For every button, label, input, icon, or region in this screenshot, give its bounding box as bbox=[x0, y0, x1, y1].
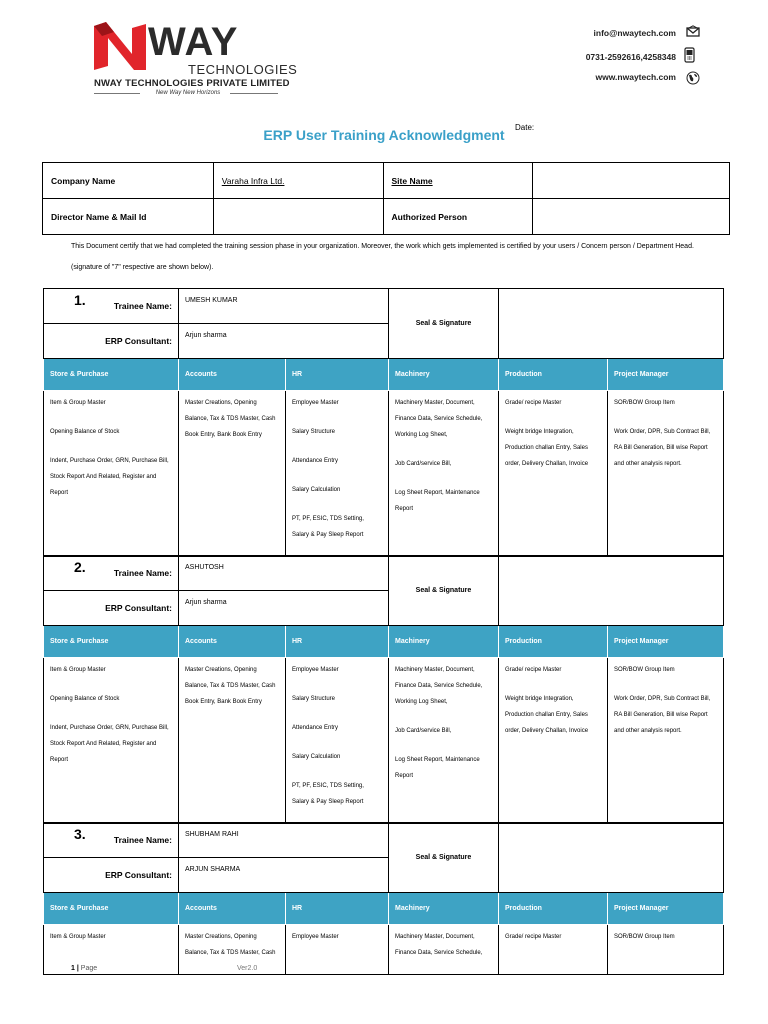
column-header-accounts: Accounts bbox=[179, 893, 286, 925]
seal-signature-label: Seal & Signature bbox=[389, 289, 499, 359]
date-label: Date: bbox=[515, 123, 535, 132]
modules-cell-pm bbox=[608, 391, 724, 557]
module-item: Indent, Purchase Order, GRN, Purchase Bill, Stock Report And Related, Register and Report bbox=[50, 725, 169, 763]
module-item: Grade/ recipe Master bbox=[505, 400, 562, 406]
company-name-label: Company Name bbox=[43, 163, 214, 199]
module-item: Attendance Entry bbox=[292, 458, 339, 464]
column-header-pm: Project Manager bbox=[608, 626, 724, 658]
company-info-table bbox=[42, 162, 730, 235]
column-header-hr: HR bbox=[286, 893, 389, 925]
column-header-store: Store & Purchase bbox=[44, 626, 179, 658]
module-item: Employee Master bbox=[292, 667, 339, 673]
column-header-hr: HR bbox=[286, 626, 389, 658]
logo-subtitle: TECHNOLOGIES bbox=[188, 62, 298, 77]
seal-signature-label: Seal & Signature bbox=[389, 556, 499, 626]
seal-signature-area bbox=[499, 556, 724, 626]
module-item: Work Order, DPR, Sub Contract Bill, RA Bill Generation, Bill wise Report and other analysis report. bbox=[614, 696, 711, 734]
seal-signature-label: Seal & Signature bbox=[389, 823, 499, 893]
module-item: Master Creations, Opening Balance, Tax & TDS Master, Cash bbox=[185, 934, 276, 956]
trainee-name-label: 2. Trainee Name: bbox=[44, 556, 179, 591]
module-item: Employee Master bbox=[292, 934, 339, 940]
seal-signature-area bbox=[499, 289, 724, 359]
modules-cell-machinery bbox=[389, 925, 499, 975]
module-item: Salary Calculation bbox=[292, 487, 341, 493]
modules-cell-machinery bbox=[389, 658, 499, 824]
company-legal-name: NWAY TECHNOLOGIES PRIVATE LIMITED bbox=[94, 78, 290, 89]
modules-cell-production bbox=[499, 658, 608, 824]
modules-cell-pm bbox=[608, 658, 724, 824]
trainee-name-value: ASHUTOSH bbox=[179, 556, 389, 591]
page-footer: 1 | Page bbox=[71, 965, 98, 972]
column-header-hr: HR bbox=[286, 359, 389, 391]
company-name-value: Varaha Infra Ltd. bbox=[221, 175, 285, 186]
modules-cell-hr bbox=[286, 925, 389, 975]
modules-cell-accounts bbox=[179, 925, 286, 975]
mail-icon bbox=[686, 25, 700, 39]
erp-consultant-value: ARJUN SHARMA bbox=[179, 858, 389, 893]
module-item: Log Sheet Report, Maintenance Report bbox=[395, 490, 480, 512]
module-item: Salary Calculation bbox=[292, 754, 341, 760]
module-item: Salary Structure bbox=[292, 429, 336, 435]
column-header-accounts: Accounts bbox=[179, 359, 286, 391]
module-item: Indent, Purchase Order, GRN, Purchase Bill, Stock Report And Related, Register and Report bbox=[50, 458, 169, 496]
column-header-machinery: Machinery bbox=[389, 893, 499, 925]
erp-consultant-label: ERP Consultant: bbox=[44, 591, 179, 626]
modules-cell-hr bbox=[286, 658, 389, 824]
trainee-number: 3. bbox=[74, 826, 86, 842]
module-item: Work Order, DPR, Sub Contract Bill, RA Bill Generation, Bill wise Report and other analysis report. bbox=[614, 429, 711, 467]
trainee-name-label: 1. Trainee Name: bbox=[44, 289, 179, 324]
tagline-rule-right bbox=[230, 93, 278, 94]
module-item: SOR/BOW Group Item bbox=[614, 934, 675, 940]
certification-text: This Document certify that we had completed the training session phase in your organization. Moreover, the work which gets implemented is certified by your users / Concern person / Department Head. bbox=[71, 243, 694, 250]
modules-cell-pm bbox=[608, 925, 724, 975]
column-header-production: Production bbox=[499, 626, 608, 658]
module-item: Master Creations, Opening Balance, Tax & TDS Master, Cash Book Entry, Bank Book Entry bbox=[185, 667, 276, 705]
trainee-block bbox=[43, 555, 723, 824]
erp-consultant-label: ERP Consultant: bbox=[44, 858, 179, 893]
module-item: Grade/ recipe Master bbox=[505, 934, 562, 940]
contact-phone: 0731-2592616,4258348 bbox=[585, 52, 676, 62]
column-header-store: Store & Purchase bbox=[44, 359, 179, 391]
seal-signature-area bbox=[499, 823, 724, 893]
authorized-person-label: Authorized Person bbox=[383, 199, 533, 235]
phone-icon bbox=[684, 47, 698, 61]
authorized-person-value bbox=[533, 199, 730, 235]
column-header-pm: Project Manager bbox=[608, 359, 724, 391]
director-label: Director Name & Mail Id bbox=[43, 199, 214, 235]
erp-consultant-value: Arjun sharma bbox=[179, 591, 389, 626]
trainee-block bbox=[43, 288, 723, 557]
modules-cell-production bbox=[499, 925, 608, 975]
module-item: Opening Balance of Stock bbox=[50, 429, 120, 435]
modules-cell-production bbox=[499, 391, 608, 557]
module-item: Item & Group Master bbox=[50, 934, 106, 940]
modules-cell-store bbox=[44, 925, 179, 975]
module-item: PT, PF, ESIC, TDS Setting, Salary & Pay Sleep Report bbox=[292, 516, 364, 538]
module-item: PT, PF, ESIC, TDS Setting, Salary & Pay Sleep Report bbox=[292, 783, 364, 805]
logo-word: WAY bbox=[148, 20, 239, 64]
column-header-machinery: Machinery bbox=[389, 359, 499, 391]
erp-consultant-label: ERP Consultant: bbox=[44, 324, 179, 359]
modules-cell-hr bbox=[286, 391, 389, 557]
modules-cell-store bbox=[44, 658, 179, 824]
modules-cell-machinery bbox=[389, 391, 499, 557]
column-header-production: Production bbox=[499, 893, 608, 925]
contact-email: info@nwaytech.com bbox=[593, 28, 676, 38]
module-item: Item & Group Master bbox=[50, 400, 106, 406]
module-item: Weight bridge Integration, Production challan Entry, Sales order, Delivery Challan, Invoice bbox=[505, 429, 589, 467]
globe-icon bbox=[686, 71, 700, 85]
document-title: ERP User Training Acknowledgment bbox=[263, 127, 505, 143]
module-item: Log Sheet Report, Maintenance Report bbox=[395, 757, 480, 779]
certification-note: (signature of "7" respective are shown below). bbox=[71, 264, 214, 271]
module-item: Opening Balance of Stock bbox=[50, 696, 120, 702]
module-item: SOR/BOW Group Item bbox=[614, 400, 675, 406]
module-item: Item & Group Master bbox=[50, 667, 106, 673]
module-item: Machinery Master, Document, Finance Data, Service Schedule, bbox=[395, 934, 483, 956]
modules-cell-accounts bbox=[179, 658, 286, 824]
trainee-block bbox=[43, 822, 723, 975]
module-item: Grade/ recipe Master bbox=[505, 667, 562, 673]
logo-n-mark-icon bbox=[92, 20, 150, 72]
column-header-pm: Project Manager bbox=[608, 893, 724, 925]
module-item: Employee Master bbox=[292, 400, 339, 406]
column-header-store: Store & Purchase bbox=[44, 893, 179, 925]
site-name-label: Site Name bbox=[391, 175, 433, 186]
site-name-value bbox=[533, 163, 730, 199]
trainee-number: 2. bbox=[74, 559, 86, 575]
director-value bbox=[213, 199, 383, 235]
module-item: Attendance Entry bbox=[292, 725, 339, 731]
module-item: Job Card/service Bill, bbox=[395, 728, 452, 734]
module-item: SOR/BOW Group Item bbox=[614, 667, 675, 673]
trainee-name-label: 3. Trainee Name: bbox=[44, 823, 179, 858]
modules-cell-accounts bbox=[179, 391, 286, 557]
version-label: Ver2.0 bbox=[237, 965, 258, 972]
trainee-name-value: SHUBHAM RAHI bbox=[179, 823, 389, 858]
company-tagline: New Way New Horizons bbox=[155, 90, 221, 96]
module-item: Machinery Master, Document, Finance Data, Service Schedule, Working Log Sheet, bbox=[395, 400, 483, 438]
trainee-name-value: UMESH KUMAR bbox=[179, 289, 389, 324]
module-item: Machinery Master, Document, Finance Data, Service Schedule, Working Log Sheet, bbox=[395, 667, 483, 705]
module-item: Salary Structure bbox=[292, 696, 336, 702]
module-item: Job Card/service Bill, bbox=[395, 461, 452, 467]
modules-cell-store bbox=[44, 391, 179, 557]
column-header-accounts: Accounts bbox=[179, 626, 286, 658]
column-header-machinery: Machinery bbox=[389, 626, 499, 658]
erp-consultant-value: Arjun sharma bbox=[179, 324, 389, 359]
module-item: Weight bridge Integration, Production challan Entry, Sales order, Delivery Challan, Invoice bbox=[505, 696, 589, 734]
trainee-number: 1. bbox=[74, 292, 86, 308]
company-logo bbox=[92, 20, 298, 98]
column-header-production: Production bbox=[499, 359, 608, 391]
contact-website: www.nwaytech.com bbox=[595, 72, 676, 82]
module-item: Master Creations, Opening Balance, Tax & TDS Master, Cash Book Entry, Bank Book Entry bbox=[185, 400, 276, 438]
